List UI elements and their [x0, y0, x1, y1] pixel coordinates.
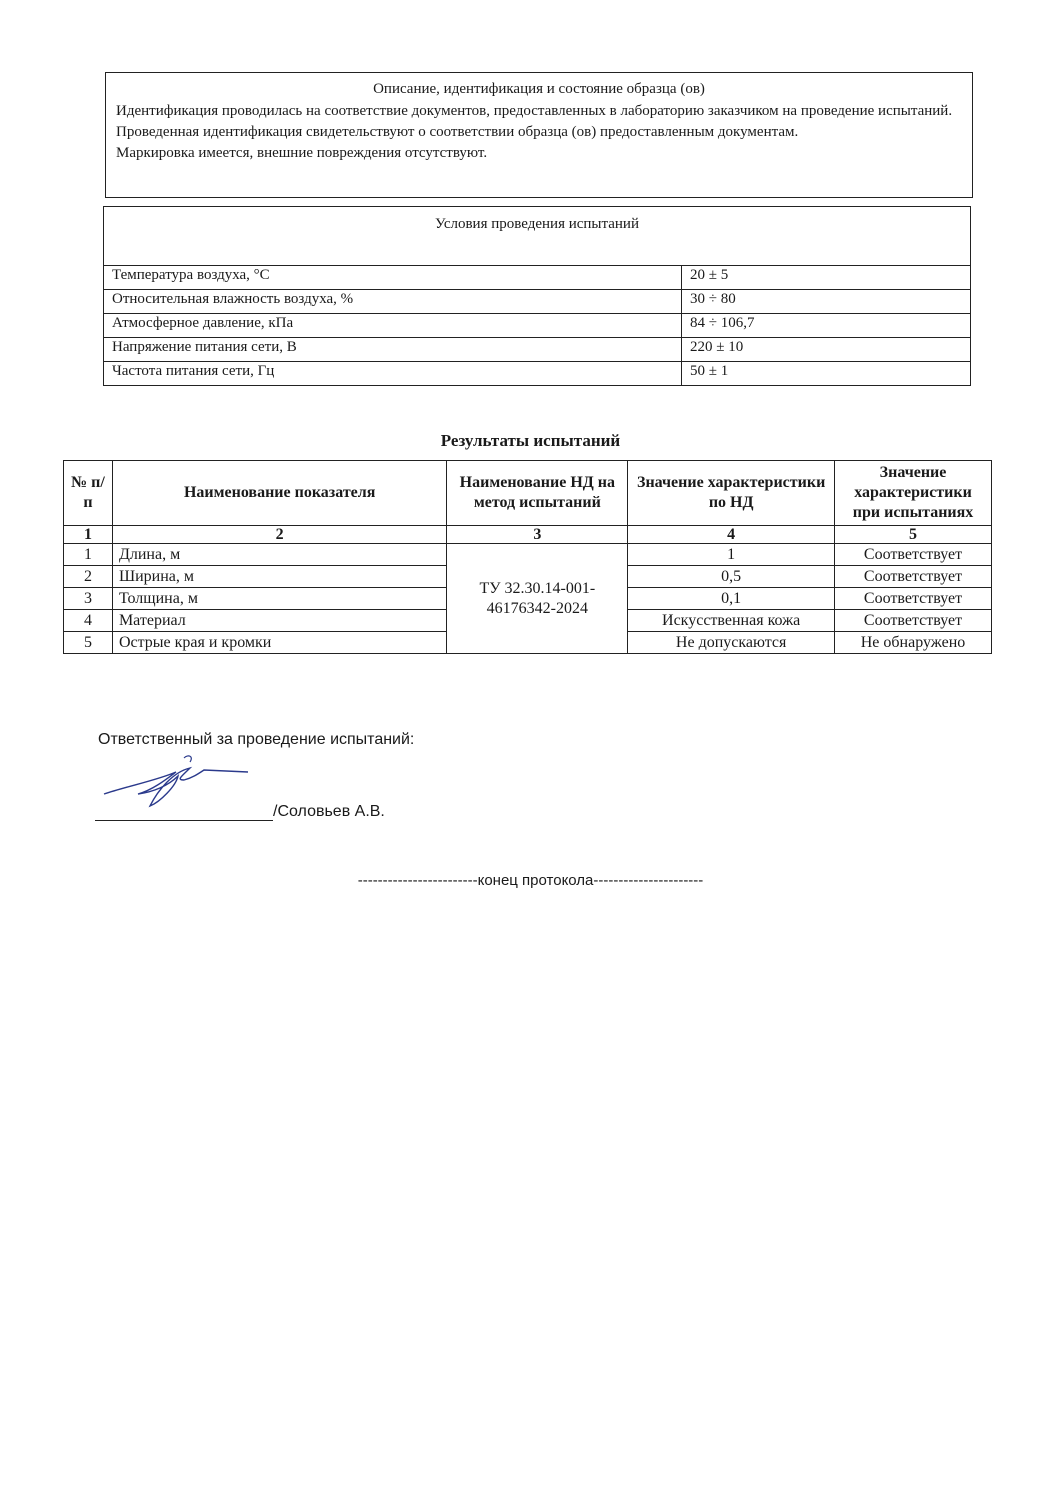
table-row — [104, 362, 971, 386]
results-title: Результаты испытаний — [440, 431, 621, 450]
test-method: ТУ 32.30.14-001-46176342-2024 — [447, 544, 628, 654]
column-header: Наименование НД на метод испытаний — [447, 461, 628, 526]
table-row — [104, 338, 971, 362]
responsible-name: /Соловьев А.В. — [273, 803, 385, 820]
condition-label: Частота питания сети, Гц — [104, 362, 682, 386]
column-number: 5 — [835, 526, 992, 544]
condition-label: Напряжение питания сети, В — [104, 338, 682, 362]
row-number: 3 — [64, 588, 113, 610]
indicator-name: Ширина, м — [112, 566, 446, 588]
results-table — [63, 460, 992, 654]
column-header: № п/п — [64, 461, 113, 526]
column-number: 4 — [628, 526, 835, 544]
signature-underline — [95, 804, 273, 821]
test-value: Не обнаружено — [835, 632, 992, 654]
description-line: Проведенная идентификация свидетельствуют о соответствии образца (ов) предоставленным документам. — [116, 124, 799, 140]
conditions-title: Условия проведения испытаний — [104, 207, 971, 266]
row-number: 1 — [64, 544, 113, 566]
indicator-name: Толщина, м — [112, 588, 446, 610]
test-value: Соответствует — [835, 588, 992, 610]
protocol-end-marker: ------------------------конец протокола---------------------- — [357, 872, 704, 889]
condition-value: 50 ± 1 — [682, 362, 971, 386]
column-header: Значение характеристики по НД — [628, 461, 835, 526]
description-title: Описание, идентификация и состояние образца (ов) — [373, 81, 705, 97]
test-conditions-table — [103, 206, 971, 386]
condition-label: Температура воздуха, °С — [104, 266, 682, 290]
nd-value: Искусственная кожа — [628, 610, 835, 632]
condition-value: 84 ÷ 106,7 — [682, 314, 971, 338]
indicator-name: Длина, м — [112, 544, 446, 566]
handwritten-signature — [98, 750, 258, 810]
sample-description-box — [105, 72, 973, 198]
column-number: 2 — [112, 526, 446, 544]
nd-value: 1 — [628, 544, 835, 566]
indicator-name: Острые края и кромки — [112, 632, 446, 654]
row-number: 2 — [64, 566, 113, 588]
table-row — [104, 266, 971, 290]
condition-label: Относительная влажность воздуха, % — [104, 290, 682, 314]
row-number: 5 — [64, 632, 113, 654]
signature-line — [95, 803, 385, 821]
responsible-label: Ответственный за проведение испытаний: — [98, 731, 415, 748]
table-row — [104, 290, 971, 314]
indicator-name: Материал — [112, 610, 446, 632]
description-line: Идентификация проводилась на соответствие документов, предоставленных в лабораторию заказчиком на проведение испытаний. — [116, 103, 953, 119]
column-number-row — [64, 526, 992, 544]
nd-value: 0,5 — [628, 566, 835, 588]
condition-value: 220 ± 10 — [682, 338, 971, 362]
column-number: 1 — [64, 526, 113, 544]
test-value: Соответствует — [835, 566, 992, 588]
column-header: Значение характеристики при испытаниях — [835, 461, 992, 526]
table-row — [64, 544, 992, 566]
condition-label: Атмосферное давление, кПа — [104, 314, 682, 338]
condition-value: 30 ÷ 80 — [682, 290, 971, 314]
test-value: Соответствует — [835, 544, 992, 566]
column-header: Наименование показателя — [112, 461, 446, 526]
nd-value: Не допускаются — [628, 632, 835, 654]
test-value: Соответствует — [835, 610, 992, 632]
row-number: 4 — [64, 610, 113, 632]
description-line: Маркировка имеется, внешние повреждения отсутствуют. — [116, 145, 488, 161]
nd-value: 0,1 — [628, 588, 835, 610]
results-header-row — [64, 461, 992, 526]
table-row — [104, 314, 971, 338]
column-number: 3 — [447, 526, 628, 544]
condition-value: 20 ± 5 — [682, 266, 971, 290]
